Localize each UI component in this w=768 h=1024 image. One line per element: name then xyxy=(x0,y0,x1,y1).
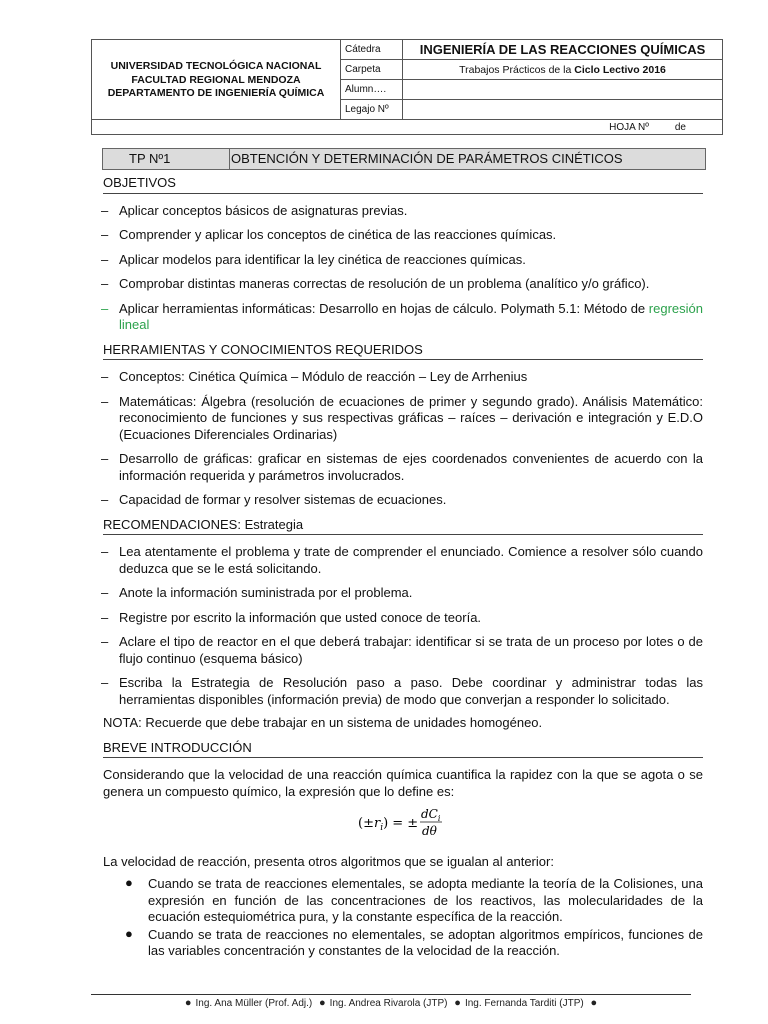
algorithms-paragraph: La velocidad de reacción, presenta otros algoritmos que se igualan al anterior: xyxy=(103,853,554,869)
carpeta-prefix: Trabajos Prácticos de la xyxy=(459,63,575,76)
footer-name: Ing. Fernanda Tarditi (JTP) xyxy=(464,998,584,1009)
footer-name: Ing. Ana Müller (Prof. Adj.) xyxy=(195,998,313,1009)
rate-equation-svg xyxy=(358,806,448,840)
department-line: DEPARTAMENTO DE INGENIERÍA QUÍMICA xyxy=(107,87,325,100)
catedra-label: Cátedra xyxy=(341,40,403,60)
list-item: – Matemáticas: Álgebra (resolución de ecuaciones de primer y segundo grado). Análisis Matemático: reconocimiento de funciones y sus respectivas gráficas – raíces – derivación e integración y E.D.O (Ecuaciones Diferenciales Ordinarias) xyxy=(101,393,703,442)
tp-number: TP Nº1 xyxy=(103,149,230,169)
legajo-value xyxy=(403,100,723,120)
list-item: – Escriba la Estrategia de Resolución paso a paso. Debe coordinar y administrar todas las herramientas disponibles (información previa) de modo que converjan a responder lo solicitado. xyxy=(101,675,703,707)
nota-text: NOTA: Recuerde que debe trabajar en un sistema de unidades homogéneo. xyxy=(103,715,543,730)
alumno-label: Alumn…. xyxy=(341,80,403,100)
tp-title-box xyxy=(102,148,706,170)
carpeta-value xyxy=(403,60,723,80)
ciclo-lectivo: Ciclo Lectivo 2016 xyxy=(574,63,666,76)
footer-divider xyxy=(91,994,691,995)
rate-equation xyxy=(103,806,703,846)
list-item: – Aplicar conceptos básicos de asignaturas previas. xyxy=(101,202,408,218)
list-item: – Aplicar herramientas informáticas: Desarrollo en hojas de cálculo. Polymath 5.1: Método de regresión lineal xyxy=(101,300,703,332)
svg-text:dθ: dθ xyxy=(422,824,437,838)
list-item: – Desarrollo de gráficas: graficar en sistemas de ejes coordenados convenientes de acuerdo con la información requerida y parámetros involucrados. xyxy=(101,451,703,483)
regresion-lineal-text: regresión lineal xyxy=(119,300,703,332)
list-item: – Registre por escrito la información que usted conoce de teoría. xyxy=(101,609,482,625)
herramientas-heading: HERRAMIENTAS Y CONOCIMIENTOS REQUERIDOS xyxy=(103,342,703,361)
hoja-row xyxy=(92,120,723,135)
de-label: de xyxy=(674,121,686,133)
list-item: – Anote la información suministrada por el problema. xyxy=(101,585,413,600)
list-item: – Capacidad de formar y resolver sistemas de ecuaciones. xyxy=(101,492,447,507)
catedra-value: INGENIERÍA DE LAS REACCIONES QUÍMICAS xyxy=(403,40,723,60)
list-item: – Comprobar distintas maneras correctas de resolución de un problema (analítico y/o gráfico). xyxy=(101,276,650,291)
bullet-item: ● Cuando se trata de reacciones no elementales, se adoptan algoritmos empíricos, funciones de las variables concentración y constantes de la velocidad de la reacción. xyxy=(125,925,703,958)
footer-name: Ing. Andrea Rivarola (JTP) xyxy=(329,998,448,1009)
alumno-value xyxy=(403,80,723,100)
intro-paragraph: Considerando que la velocidad de una reacción química cuantifica la rapidez con la que se agota o se genera un compuesto químico, la expresión que lo define es: xyxy=(103,767,703,799)
svg-text:(±ri) = ±: $(\pm r_i)$ = ± xyxy=(358,816,419,833)
bullet-list xyxy=(103,876,703,960)
hoja-label: HOJA Nº xyxy=(609,121,649,133)
list-item: – Aclare el tipo de reactor en el que deberá trabajar: identificar si se trata de un proceso por lotes o de flujo continuo (esquema básico) xyxy=(101,634,703,666)
footer: ● Ing. Ana Müller (Prof. Adj.) ● Ing. Andrea Rivarola (JTP) ● Ing. Fernanda Tarditi (JTP) ● xyxy=(184,997,598,1009)
tp-title: OBTENCIÓN Y DETERMINACIÓN DE PARÁMETROS CINÉTICOS xyxy=(231,151,623,166)
university-line: UNIVERSIDAD TECNOLÓGICA NACIONAL xyxy=(110,60,322,73)
faculty-line: FACULTAD REGIONAL MENDOZA xyxy=(131,73,301,86)
university-block xyxy=(92,40,341,120)
introduccion-heading: BREVE INTRODUCCIÓN xyxy=(103,740,703,759)
recomendaciones-heading: RECOMENDACIONES: Estrategia xyxy=(103,517,703,536)
carpeta-label: Carpeta xyxy=(341,60,403,80)
header-table xyxy=(91,39,723,135)
list-item: – Comprender y aplicar los conceptos de cinética de las reacciones químicas. xyxy=(101,227,557,242)
svg-text:dCi: $dC_i$ xyxy=(421,807,441,823)
objetivos-heading: OBJETIVOS xyxy=(103,175,703,194)
bullet-item: ● Cuando se trata de reacciones elementales, se adopta mediante la teoría de la Colisiones, una expresión en función de las concentraciones de los reactivos, las molecularidades de la ecuación estequiométrica pura, y la constante específica de la reacción. xyxy=(125,875,703,924)
legajo-label: Legajo Nº xyxy=(341,100,403,120)
document-body xyxy=(103,175,703,961)
list-item: – Conceptos: Cinética Química – Módulo de reacción – Ley de Arrhenius xyxy=(101,369,528,384)
list-item: – Lea atentamente el problema y trate de comprender el enunciado. Comience a resolver sólo cuando deduzca que se le está solicitando. xyxy=(101,544,703,576)
list-item: – Aplicar modelos para identificar la ley cinética de reacciones químicas. xyxy=(101,251,526,267)
